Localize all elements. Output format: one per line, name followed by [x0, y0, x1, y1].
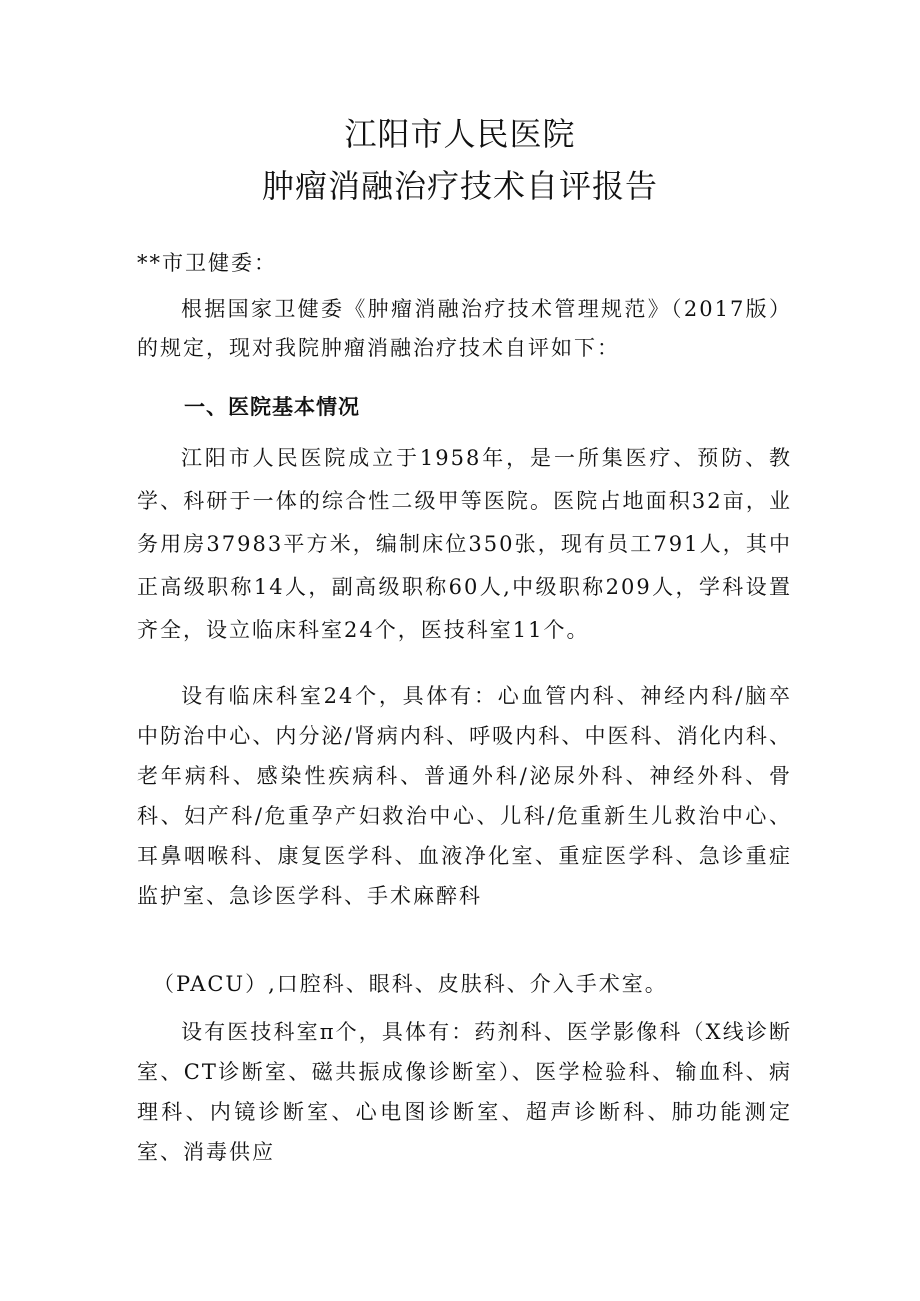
basic-info-paragraph: 江阳市人民医院成立于1958年，是一所集医疗、预防、教学、科研于一体的综合性二级甲等医院。医院占地面积32亩，业务用房37983平方米，编制床位350张，现有员工791人，其中正高级职称14人，副高级职称60人,中级职称209人，学科设置齐全，设立临床科室24个，医技科室11个。 [137, 446, 792, 642]
section-heading-basic-info: 一、医院基本情况 [184, 395, 360, 419]
clinical-departments-paragraph: 设有临床科室24个，具体有：心血管内科、神经内科/脑卒中防治中心、内分泌/肾病内科、呼吸内科、中医科、消化内科、老年病科、感染性疾病科、普通外科/泌尿外科、神经外科、骨科、妇产科/危重孕产妇救治中心、儿科/危重新生儿救治中心、耳鼻咽喉科、康复医学科、血液净化室、重症医学科、急诊重症监护室、急诊医学科、手术麻醉科 [137, 684, 792, 908]
intro-paragraph: 根据国家卫健委《肿瘤消融治疗技术管理规范》（2017版）的规定，现对我院肿瘤消融治疗技术自评如下： [137, 297, 792, 360]
report-title: 肿瘤消融治疗技术自评报告 [261, 167, 658, 205]
salutation: **市卫健委： [137, 251, 277, 275]
document-title [0, 108, 920, 212]
medtech-departments-paragraph: 设有医技科室π个，具体有：药剂科、医学影像科（X线诊断室、CT诊断室、磁共振成像诊断室）、医学检验科、输血科、病理科、内镜诊断室、心电图诊断室、超声诊断科、肺功能测定室、消毒供应 [137, 1020, 792, 1164]
hospital-name-title: 江阳市人民医院 [344, 115, 576, 153]
clinical-departments-tail: （PACU）,口腔科、眼科、皮肤科、介入手术室。 [153, 972, 668, 996]
